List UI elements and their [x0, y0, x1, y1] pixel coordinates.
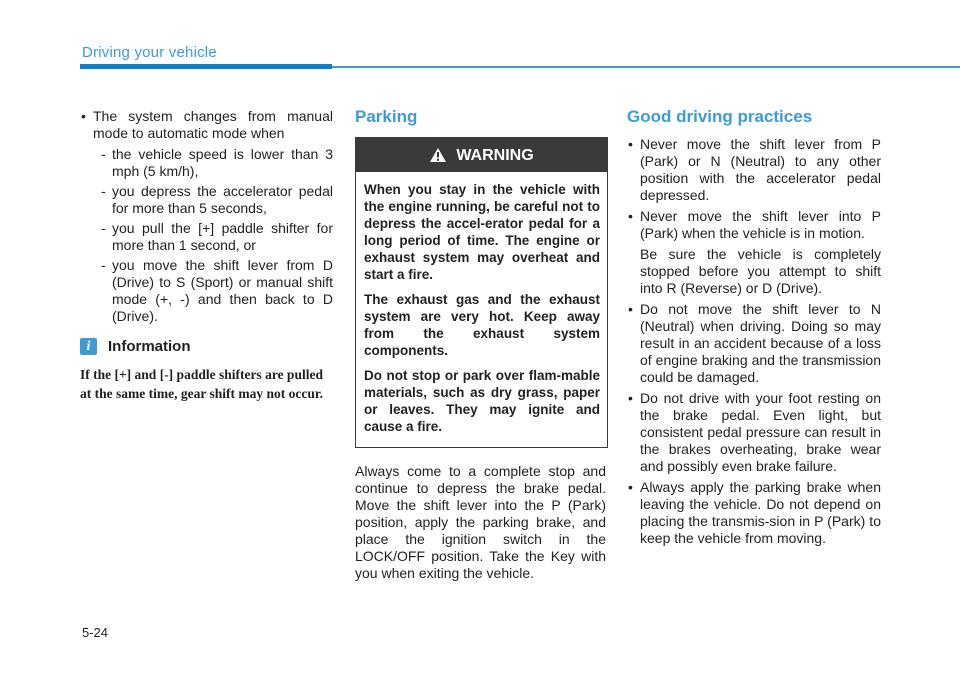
column-right [627, 108, 881, 551]
conditions-list [93, 146, 333, 325]
good-driving-title: Good driving practices [627, 107, 813, 126]
warning-header [356, 138, 607, 172]
header-rule-thin [332, 66, 960, 68]
column-left [80, 108, 333, 403]
list-item: • Never move the shift lever from P (Park) or N (Neutral) to any other position with the accelerator pedal depressed. [627, 136, 881, 204]
information-heading [80, 338, 333, 355]
page-number: 5-24 [82, 625, 109, 640]
list-item: • Do not move the shift lever to N (Neutral) when driving. Doing so may result in an accident because of a loss of engine braking and the transmission could be damaged. [627, 301, 881, 386]
condition-item: - the vehicle speed is lower than 3 mph (5 km/h), [93, 146, 333, 180]
information-title: Information [108, 338, 191, 355]
good-driving-list [627, 136, 881, 547]
info-icon: i [80, 338, 97, 355]
section-header: Driving your vehicle [82, 44, 217, 61]
list-item-text: Never move the shift lever into P (Park) when the vehicle is in motion. [640, 208, 881, 241]
warning-body [356, 172, 607, 447]
parking-title: Parking [355, 107, 418, 126]
list-item [80, 108, 333, 325]
list-item-note: Be sure the vehicle is completely stopped before you attempt to shift into R (Reverse) or D (Drive). [640, 246, 881, 296]
warning-paragraph: The exhaust gas and the exhaust system are very hot. Keep away from the exhaust system components. [364, 292, 600, 358]
warning-label: WARNING [456, 146, 534, 164]
list-item [627, 208, 881, 297]
warning-paragraph: When you stay in the vehicle with the engine running, be careful not to depress the accel-erator pedal for a long period of time. The engine or exhaust system may overheat and start a fire. [364, 182, 600, 282]
warning-triangle-icon [429, 147, 447, 163]
mode-change-intro: The system changes from manual mode to automatic mode when [93, 108, 333, 141]
condition-item: - you pull the [+] paddle shifter for more than 1 second, or [93, 220, 333, 254]
column-middle [355, 108, 606, 582]
information-body: If the [+] and [-] paddle shifters are pulled at the same time, gear shift may not occur. [80, 367, 323, 401]
condition-item: - you move the shift lever from D (Drive) to S (Sport) or manual shift mode (+, -) and then back to D (Drive). [93, 257, 333, 325]
warning-paragraph: Do not stop or park over flam-mable materials, such as dry grass, paper or leaves. They may ignite and cause a fire. [364, 368, 600, 434]
list-item: • Do not drive with your foot resting on the brake pedal. Even light, but consistent pedal pressure can result in the brakes overheating, brake wear and possibly even brake failure. [627, 390, 881, 475]
header-rule-thick [80, 64, 332, 69]
parking-body: Always come to a complete stop and continue to depress the brake pedal. Move the shift lever into the P (Park) position, apply the parking brake, and place the ignition switch in the LOCK/OFF position. Take the Key with you when exiting the vehicle. [355, 463, 606, 581]
mode-change-list [80, 108, 333, 325]
warning-box [355, 137, 608, 448]
list-item: • Always apply the parking brake when leaving the vehicle. Do not depend on placing the transmis-sion in P (Park) to keep the vehicle from moving. [627, 479, 881, 547]
condition-item: - you depress the accelerator pedal for more than 5 seconds, [93, 183, 333, 217]
